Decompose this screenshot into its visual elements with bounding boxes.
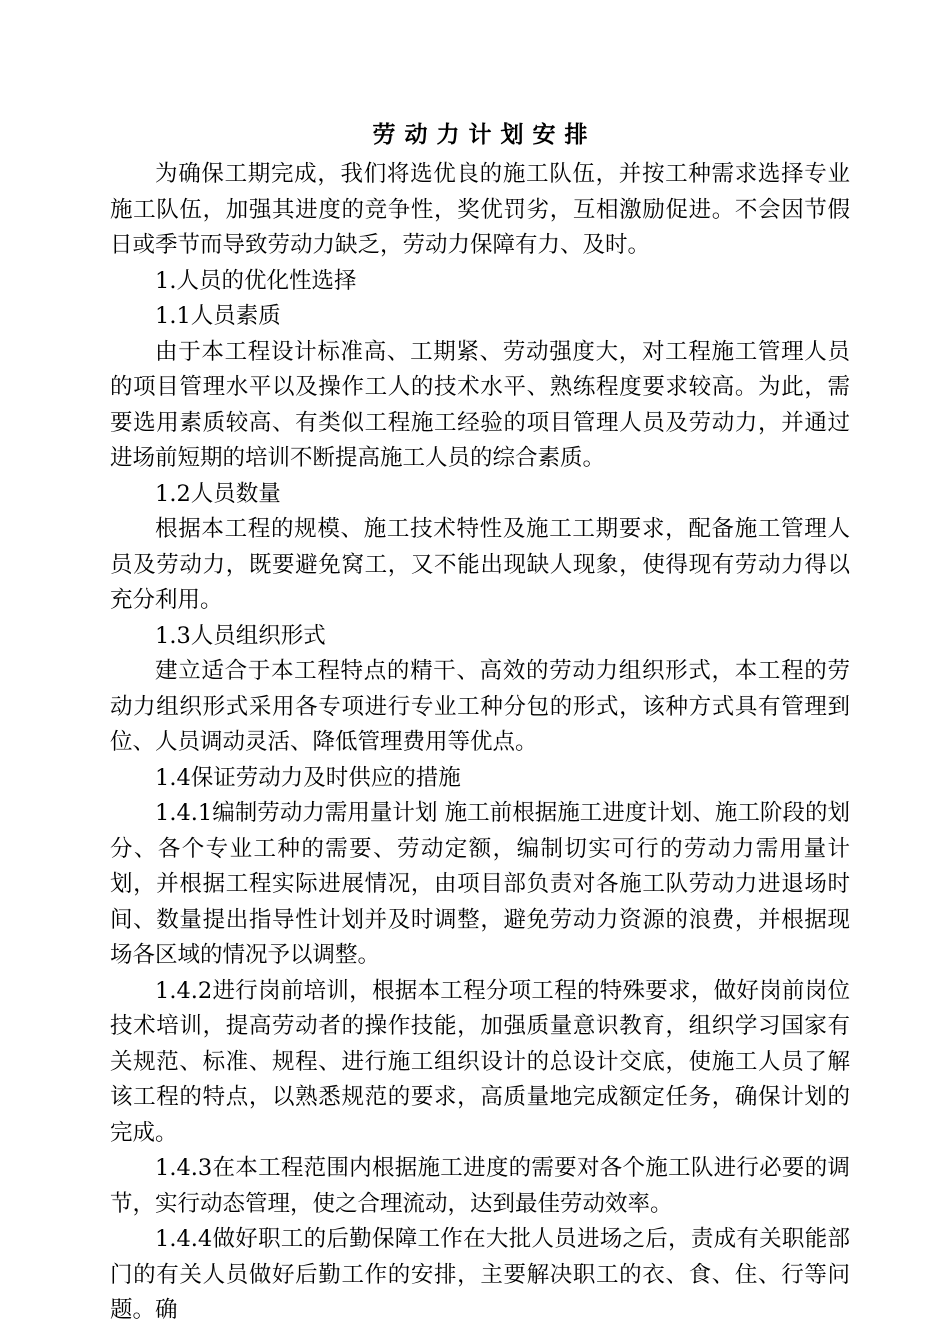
paragraph-organization-form: 建立适合于本工程特点的精干、高效的劳动力组织形式，本工程的劳动力组织形式采用各专项进行专业工种分包的形式，该种方式具有管理到位、人员调动灵活、降低管理费用等优点。: [110, 658, 850, 755]
section-heading-1-3: 1.3人员组织形式: [155, 622, 326, 649]
paragraph-1-4-3: 1.4.3在本工程范围内根据施工进度的需要对各个施工队进行必要的调节，实行动态管理，使之合理流动，达到最佳劳动效率。: [110, 1155, 850, 1217]
paragraph-1-4-2: 1.4.2进行岗前培训，根据本工程分项工程的特殊要求，做好岗前岗位技术培训，提高劳动者的操作技能，加强质量意识教育，组织学习国家有关规范、标准、规程、进行施工组织设计的总设计交底，使施工人员了解该工程的特点，以熟悉规范的要求，高质量地完成额定任务，确保计划的完成。: [110, 977, 850, 1146]
paragraph-1-4-4: 1.4.4做好职工的后勤保障工作在大批人员进场之后，责成有关职能部门的有关人员做好后勤工作的安排，主要解决职工的衣、食、住、行等问题。确: [110, 1226, 850, 1323]
paragraph-personnel-quantity: 根据本工程的规模、施工技术特性及施工工期要求，配备施工管理人员及劳动力，既要避免窝工，又不能出现缺人现象，使得现有劳动力得以充分利用。: [110, 516, 850, 613]
section-heading-1-1: 1.1人员素质: [155, 303, 281, 329]
section-heading-1-4: 1.4保证劳动力及时供应的措施: [155, 764, 461, 791]
paragraph-personnel-quality: 由于本工程设计标准高、工期紧、劳动强度大，对工程施工管理人员的项目管理水平以及操作工人的技术水平、熟练程度要求较高。为此，需要选用素质较高、有类似工程施工经验的项目管理人员及劳动力，并通过进场前短期的培训不断提高施工人员的综合素质。: [110, 338, 850, 471]
paragraph-1-4-1: 1.4.1编制劳动力需用量计划 施工前根据施工进度计划、施工阶段的划分、各个专业工种的需要、劳动定额，编制切实可行的劳动力需用量计划，并根据工程实际进展情况，由项目部负责对各施工队劳动力进退场时间、数量提出指导性计划并及时调整，避免劳动力资源的浪费，并根据现场各区域的情况予以调整。: [110, 800, 850, 968]
section-heading-1-2: 1.2人员数量: [155, 480, 281, 507]
intro-paragraph: 为确保工期完成，我们将选优良的施工队伍，并按工种需求选择专业施工队伍，加强其进度的竞争性，奖优罚劣，互相激励促进。不会因节假日或季节而导致劳动力缺乏，劳动力保障有力、及时。: [110, 161, 850, 258]
document-body: [110, 116, 850, 1329]
section-heading-1: 1.人员的优化性选择: [155, 267, 357, 294]
document-title: 劳动力计划安排: [372, 121, 597, 148]
